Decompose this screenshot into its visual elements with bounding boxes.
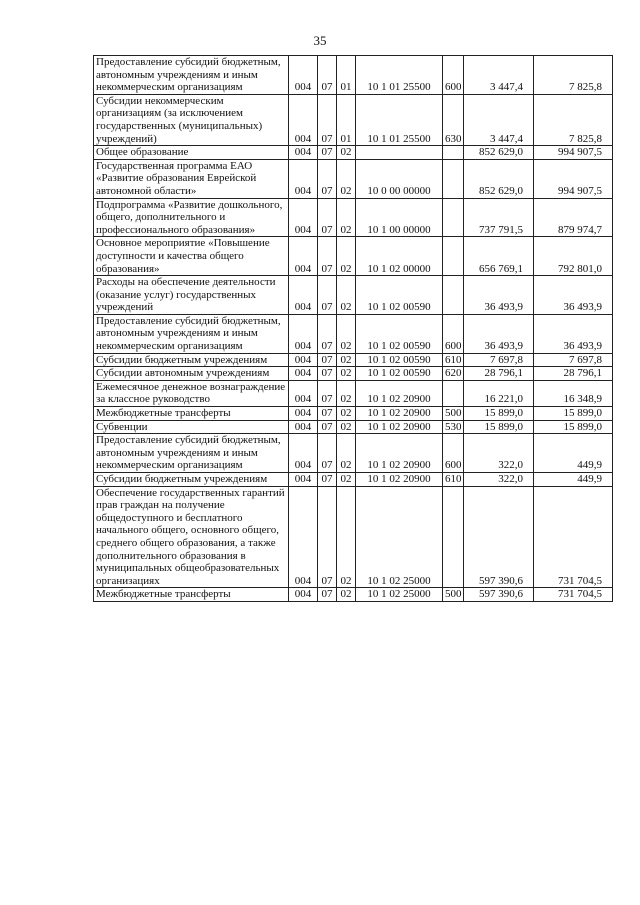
- amount-year2-cell: 731 704,5: [534, 588, 613, 602]
- table-row: [94, 486, 613, 588]
- table-row: [94, 588, 613, 602]
- expense-type-cell: [443, 237, 464, 276]
- section-code-cell: 07: [318, 237, 337, 276]
- ministry-code-cell: 004: [289, 420, 318, 434]
- target-article-cell: 10 1 01 25500: [356, 94, 443, 145]
- subsection-code-cell: 02: [337, 434, 356, 473]
- row-name-cell: Субсидии бюджетным учреждениям: [94, 353, 289, 367]
- row-name-cell: Субсидии автономным учреждениям: [94, 367, 289, 381]
- subsection-code-cell: 02: [337, 367, 356, 381]
- table-row: [94, 276, 613, 315]
- ministry-code-cell: 004: [289, 56, 318, 95]
- subsection-code-cell: 01: [337, 56, 356, 95]
- section-code-cell: 07: [318, 198, 337, 237]
- amount-year1-cell: 36 493,9: [464, 314, 534, 353]
- subsection-code-cell: 02: [337, 486, 356, 588]
- ministry-code-cell: 004: [289, 198, 318, 237]
- expense-type-cell: [443, 486, 464, 588]
- target-article-cell: 10 1 02 20900: [356, 473, 443, 487]
- table-row: [94, 94, 613, 145]
- ministry-code-cell: 004: [289, 94, 318, 145]
- row-name-cell: Субвенции: [94, 420, 289, 434]
- row-name-cell: Межбюджетные трансферты: [94, 407, 289, 421]
- row-name-cell: Подпрограмма «Развитие дошкольного, общего, дополнительного и профессионального образования»: [94, 198, 289, 237]
- amount-year1-cell: 597 390,6: [464, 588, 534, 602]
- ministry-code-cell: 004: [289, 473, 318, 487]
- ministry-code-cell: 004: [289, 486, 318, 588]
- section-code-cell: 07: [318, 486, 337, 588]
- row-name-cell: Субсидии бюджетным учреждениям: [94, 473, 289, 487]
- section-code-cell: 07: [318, 420, 337, 434]
- row-name-cell: Субсидии некоммерческим организациям (за исключением государственных (муниципальных) учреждений): [94, 94, 289, 145]
- expense-type-cell: 600: [443, 56, 464, 95]
- subsection-code-cell: 02: [337, 146, 356, 160]
- target-article-cell: 10 1 02 00590: [356, 276, 443, 315]
- target-article-cell: 10 1 02 00590: [356, 314, 443, 353]
- row-name-cell: Основное мероприятие «Повышение доступности и качества общего образования»: [94, 237, 289, 276]
- row-name-cell: Предоставление субсидий бюджетным, автономным учреждениям и иным некоммерческим организациям: [94, 56, 289, 95]
- subsection-code-cell: 02: [337, 473, 356, 487]
- target-article-cell: 10 1 02 20900: [356, 420, 443, 434]
- target-article-cell: 10 1 02 25000: [356, 588, 443, 602]
- ministry-code-cell: 004: [289, 146, 318, 160]
- amount-year2-cell: 36 493,9: [534, 314, 613, 353]
- subsection-code-cell: 02: [337, 420, 356, 434]
- section-code-cell: 07: [318, 146, 337, 160]
- amount-year2-cell: 449,9: [534, 434, 613, 473]
- subsection-code-cell: 02: [337, 407, 356, 421]
- table-row: [94, 314, 613, 353]
- target-article-cell: 10 1 02 20900: [356, 434, 443, 473]
- amount-year1-cell: 36 493,9: [464, 276, 534, 315]
- expense-type-cell: 610: [443, 473, 464, 487]
- amount-year1-cell: 15 899,0: [464, 420, 534, 434]
- target-article-cell: 10 1 02 20900: [356, 407, 443, 421]
- ministry-code-cell: 004: [289, 353, 318, 367]
- table-row: [94, 353, 613, 367]
- ministry-code-cell: 004: [289, 380, 318, 406]
- section-code-cell: 07: [318, 159, 337, 198]
- amount-year1-cell: 322,0: [464, 434, 534, 473]
- page-number: 35: [313, 33, 327, 48]
- ministry-code-cell: 004: [289, 314, 318, 353]
- amount-year2-cell: 7 825,8: [534, 94, 613, 145]
- row-name-cell: Обеспечение государственных гарантий прав граждан на получение общедоступного и бесплатного начального общего, основного общего, среднего общего образования, а также дополнительного образования в муниципальных общеобразовательных организациях: [94, 486, 289, 588]
- subsection-code-cell: 02: [337, 380, 356, 406]
- ministry-code-cell: 004: [289, 407, 318, 421]
- amount-year1-cell: 852 629,0: [464, 159, 534, 198]
- expense-type-cell: 600: [443, 434, 464, 473]
- amount-year1-cell: 737 791,5: [464, 198, 534, 237]
- section-code-cell: 07: [318, 367, 337, 381]
- row-name-cell: Межбюджетные трансферты: [94, 588, 289, 602]
- table-row: [94, 367, 613, 381]
- ministry-code-cell: 004: [289, 367, 318, 381]
- section-code-cell: 07: [318, 314, 337, 353]
- amount-year2-cell: 879 974,7: [534, 198, 613, 237]
- amount-year1-cell: 3 447,4: [464, 56, 534, 95]
- expense-type-cell: 500: [443, 407, 464, 421]
- expense-type-cell: [443, 276, 464, 315]
- amount-year1-cell: 597 390,6: [464, 486, 534, 588]
- budget-table: [93, 55, 613, 602]
- expense-type-cell: 630: [443, 94, 464, 145]
- amount-year2-cell: 36 493,9: [534, 276, 613, 315]
- target-article-cell: 10 1 02 00590: [356, 367, 443, 381]
- amount-year2-cell: 449,9: [534, 473, 613, 487]
- ministry-code-cell: 004: [289, 434, 318, 473]
- table-row: [94, 420, 613, 434]
- table-row: [94, 198, 613, 237]
- amount-year2-cell: 7 825,8: [534, 56, 613, 95]
- amount-year2-cell: 15 899,0: [534, 407, 613, 421]
- expense-type-cell: 620: [443, 367, 464, 381]
- expense-type-cell: 530: [443, 420, 464, 434]
- subsection-code-cell: 02: [337, 353, 356, 367]
- section-code-cell: 07: [318, 380, 337, 406]
- row-name-cell: Ежемесячное денежное вознаграждение за классное руководство: [94, 380, 289, 406]
- amount-year1-cell: 16 221,0: [464, 380, 534, 406]
- table-row: [94, 56, 613, 95]
- amount-year1-cell: 7 697,8: [464, 353, 534, 367]
- amount-year2-cell: 15 899,0: [534, 420, 613, 434]
- amount-year1-cell: 3 447,4: [464, 94, 534, 145]
- section-code-cell: 07: [318, 276, 337, 315]
- amount-year1-cell: 322,0: [464, 473, 534, 487]
- expense-type-cell: [443, 198, 464, 237]
- table-row: [94, 407, 613, 421]
- section-code-cell: 07: [318, 56, 337, 95]
- row-name-cell: Общее образование: [94, 146, 289, 160]
- amount-year2-cell: 28 796,1: [534, 367, 613, 381]
- ministry-code-cell: 004: [289, 588, 318, 602]
- amount-year1-cell: 852 629,0: [464, 146, 534, 160]
- target-article-cell: 10 1 00 00000: [356, 198, 443, 237]
- table-row: [94, 473, 613, 487]
- expense-type-cell: 500: [443, 588, 464, 602]
- row-name-cell: Государственная программа ЕАО «Развитие образования Еврейской автономной области»: [94, 159, 289, 198]
- target-article-cell: 10 1 02 20900: [356, 380, 443, 406]
- ministry-code-cell: 004: [289, 159, 318, 198]
- expense-type-cell: 600: [443, 314, 464, 353]
- section-code-cell: 07: [318, 353, 337, 367]
- table-row: [94, 146, 613, 160]
- section-code-cell: 07: [318, 94, 337, 145]
- amount-year1-cell: 15 899,0: [464, 407, 534, 421]
- row-name-cell: Предоставление субсидий бюджетным, автономным учреждениям и иным некоммерческим организациям: [94, 434, 289, 473]
- target-article-cell: 10 1 02 25000: [356, 486, 443, 588]
- amount-year2-cell: 731 704,5: [534, 486, 613, 588]
- target-article-cell: 10 1 02 00000: [356, 237, 443, 276]
- section-code-cell: 07: [318, 588, 337, 602]
- expense-type-cell: 610: [443, 353, 464, 367]
- table-row: [94, 237, 613, 276]
- amount-year1-cell: 28 796,1: [464, 367, 534, 381]
- ministry-code-cell: 004: [289, 237, 318, 276]
- amount-year2-cell: 16 348,9: [534, 380, 613, 406]
- section-code-cell: 07: [318, 473, 337, 487]
- amount-year1-cell: 656 769,1: [464, 237, 534, 276]
- subsection-code-cell: 02: [337, 276, 356, 315]
- table-row: [94, 380, 613, 406]
- expense-type-cell: [443, 380, 464, 406]
- table-row: [94, 159, 613, 198]
- subsection-code-cell: 02: [337, 159, 356, 198]
- expense-type-cell: [443, 146, 464, 160]
- amount-year2-cell: 792 801,0: [534, 237, 613, 276]
- target-article-cell: 10 1 01 25500: [356, 56, 443, 95]
- section-code-cell: 07: [318, 407, 337, 421]
- table-row: [94, 434, 613, 473]
- ministry-code-cell: 004: [289, 276, 318, 315]
- amount-year2-cell: 994 907,5: [534, 146, 613, 160]
- row-name-cell: Предоставление субсидий бюджетным, автономным учреждениям и иным некоммерческим организациям: [94, 314, 289, 353]
- amount-year2-cell: 7 697,8: [534, 353, 613, 367]
- subsection-code-cell: 02: [337, 237, 356, 276]
- subsection-code-cell: 02: [337, 198, 356, 237]
- target-article-cell: 10 1 02 00590: [356, 353, 443, 367]
- subsection-code-cell: 02: [337, 588, 356, 602]
- target-article-cell: [356, 146, 443, 160]
- section-code-cell: 07: [318, 434, 337, 473]
- subsection-code-cell: 01: [337, 94, 356, 145]
- subsection-code-cell: 02: [337, 314, 356, 353]
- expense-type-cell: [443, 159, 464, 198]
- amount-year2-cell: 994 907,5: [534, 159, 613, 198]
- target-article-cell: 10 0 00 00000: [356, 159, 443, 198]
- row-name-cell: Расходы на обеспечение деятельности (оказание услуг) государственных учреждений: [94, 276, 289, 315]
